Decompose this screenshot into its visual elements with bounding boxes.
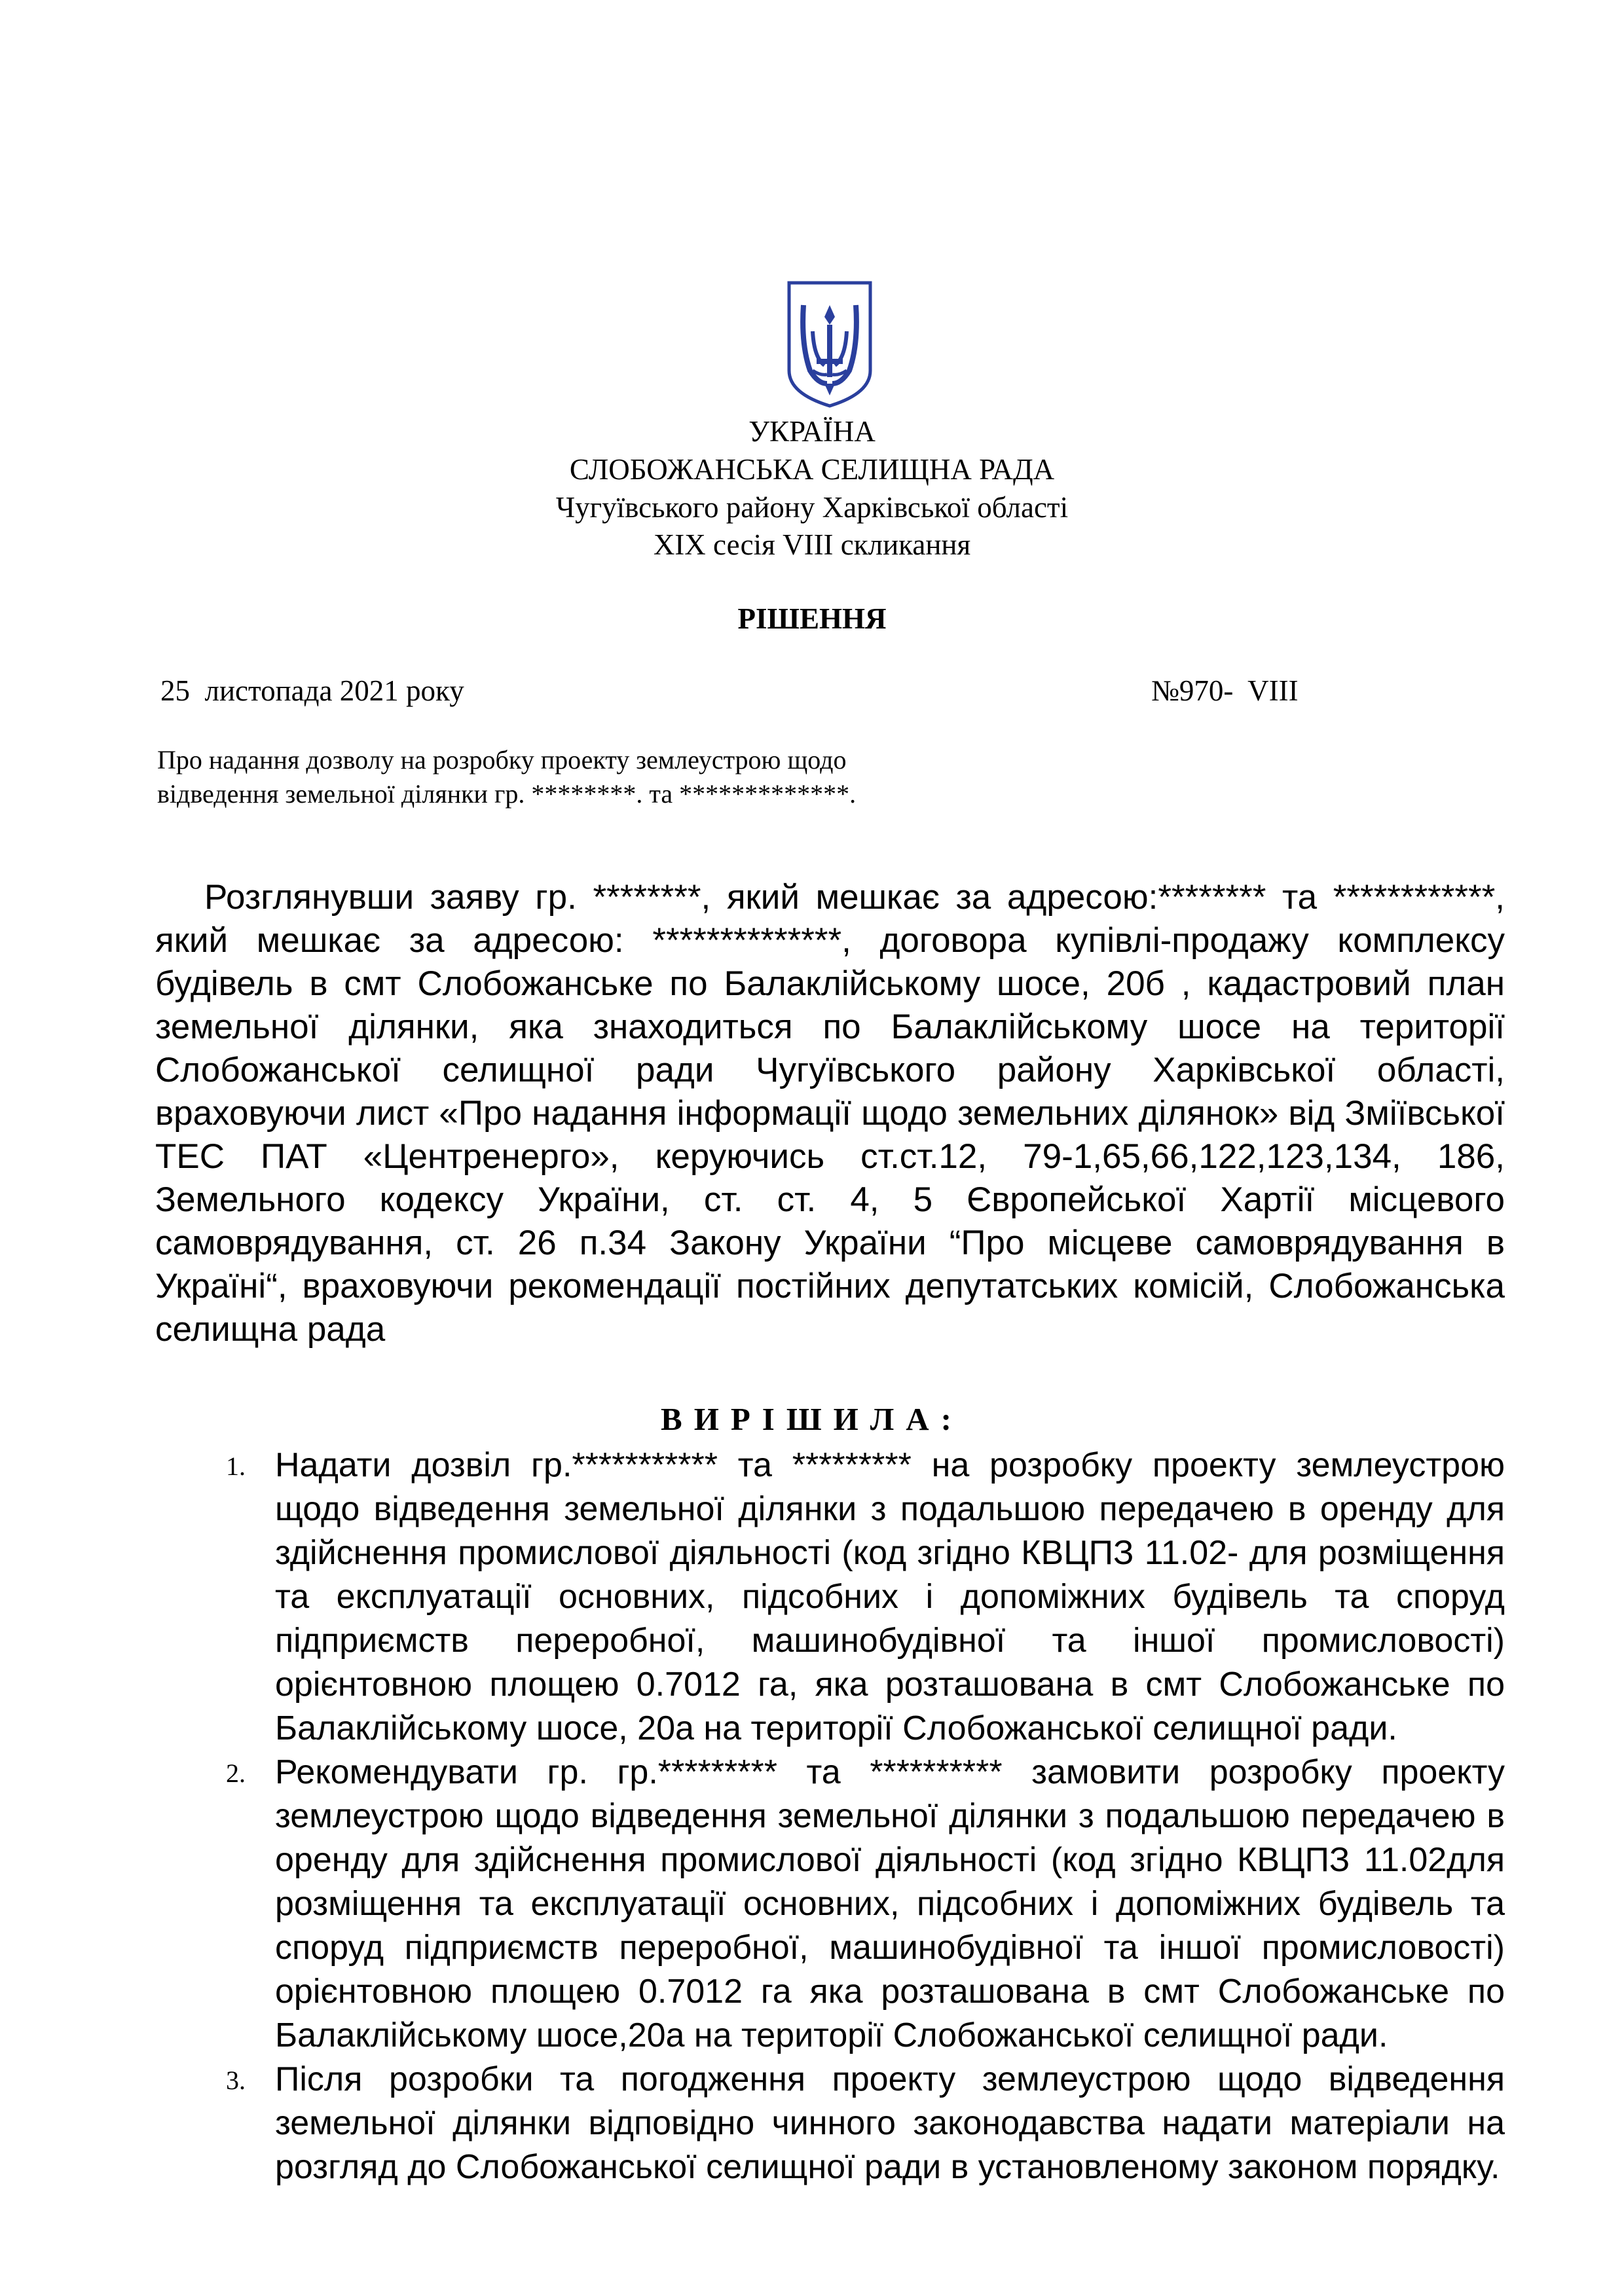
document-date: 25 листопада 2021 року — [160, 674, 464, 707]
item-number: 2. — [226, 1758, 246, 1788]
resolution-items-list — [223, 1444, 1505, 2189]
trident-emblem-icon — [784, 279, 876, 410]
item-number: 3. — [226, 2066, 246, 2095]
list-item — [223, 1751, 1505, 2058]
document-subject: Про надання дозволу на розробку проекту землеустрою щодо відведення земельної ділянки гр. ********. та *************. — [157, 745, 857, 809]
item-number: 1. — [226, 1451, 246, 1481]
district-heading: Чугуївського району Харківської області — [555, 491, 1069, 524]
document-title: РІШЕННЯ — [737, 602, 887, 635]
item-text: Надати дозвіл гр.*********** та ********* на розробку проекту землеустрою щодо відведення земельної ділянки з подальшою передачею в оренду для здійснення промислової діяльності (код згідно КВЦПЗ 11.02- для розміщення та експлуатації основних, підсобних і допоміжних будівель та споруд підприємств переробної, машинобудівної та іншої промисловості) орієнтовною площею 0.7012 га, яка розташована в смт Слобожанське по Балаклійському шосе, 20а на території Слобожанської селищної ради. — [275, 1446, 1505, 1747]
session-heading: XIX сесія VIII скликання — [653, 528, 971, 561]
document-number: №970- VIII — [1151, 674, 1299, 707]
item-text: Рекомендувати гр. гр.********* та ********** замовити розробку проекту землеустрою щодо відведення земельної ділянки з подальшою передачею в оренду для здійснення промислової діяльності (код згідно КВЦПЗ 11.02для розміщення та експлуатації основних, підсобних і допоміжних будівель та споруд підприємств переробної, машинобудівної та іншої промисловості) орієнтовною площею 0.7012 га яка розташована в смт Слобожанське по Балаклійському шосе,20а на території Слобожанської селищної ради. — [275, 1753, 1505, 2054]
list-item — [223, 1444, 1505, 1751]
item-text: Після розробки та погодження проекту землеустрою щодо відведення земельної ділянки відповідно чинного законодавства надати матеріали на розгляд до Слобожанської селищної ради в установленому законом порядку. — [275, 2060, 1505, 2186]
country-heading: УКРАЇНА — [748, 415, 876, 448]
list-item — [223, 2058, 1505, 2189]
council-heading: СЛОБОЖАНСЬКА СЕЛИЩНА РАДА — [569, 453, 1055, 486]
preamble-paragraph: Розглянувши заяву гр. ********, який мешкає за адресою:******** та ************, який мешкає за адресою: **************, договора купівлі-продажу комплексу будівель в смт Слобожанське по Балаклійському шосе, 20б , кадастровий план земельної ділянки, яка знаходиться по Балаклійському шосе на території Слобожанської селищної ради Чугуївського району Харківської області, враховуючи лист «Про надання інформації щодо земельних ділянок» від Зміївської ТЕС ПАТ «Центренерго», керуючись ст.ст.12, 79-1,65,66,122,123,134, 186, Земельного кодексу України, ст. ст. 4, 5 Європейської Хартії місцевого самоврядування, ст. 26 п.34 Закону України “Про місцеве самоврядування в Україні“, враховуючи рекомендації постійних депутатських комісій, Слобожанська селищна рада — [155, 878, 1505, 1349]
resolved-heading: ВИРІШИЛА: — [661, 1401, 963, 1437]
